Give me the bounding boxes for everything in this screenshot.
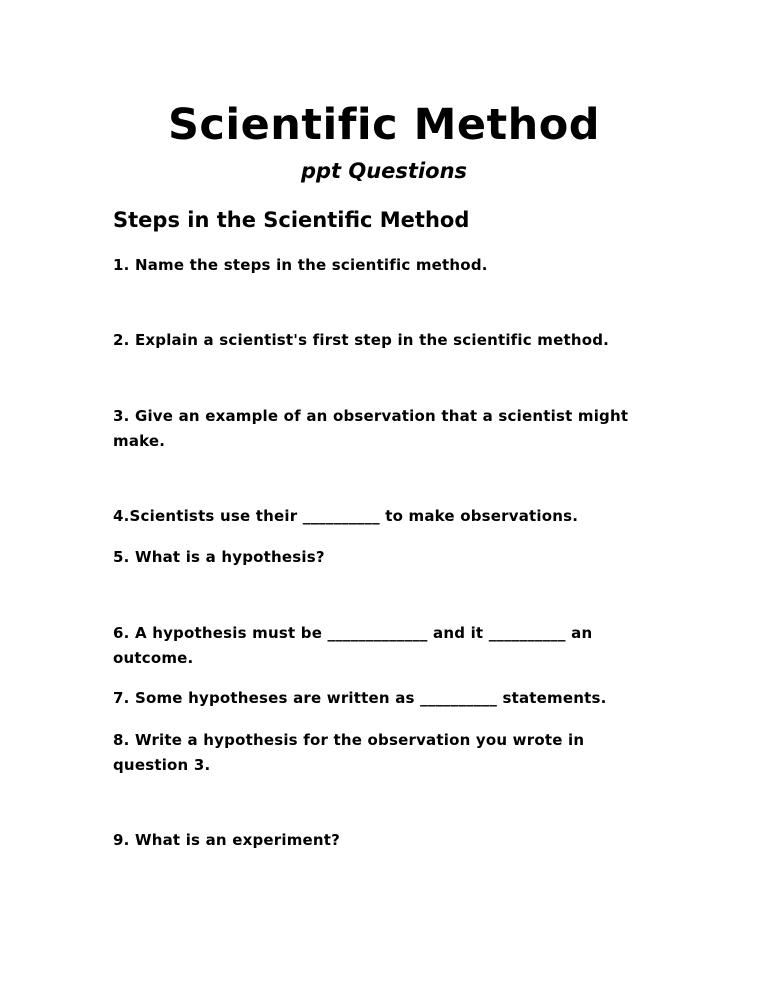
question-1: 1. Name the steps in the scientific method. [113, 256, 488, 274]
question-7: 7. Some hypotheses are written as __________ statements. [113, 689, 607, 707]
question-8: 8. Write a hypothesis for the observation you wrote in question 3. [113, 731, 585, 774]
question-3: 3. Give an example of an observation that a scientist might make. [113, 407, 629, 450]
section-heading: Steps in the Scientific Method [113, 208, 470, 232]
page-subtitle: ppt Questions [300, 159, 468, 183]
question-4: 4.Scientists use their __________ to make observations. [113, 507, 579, 525]
question-2: 2. Explain a scientist's first step in the scientific method. [113, 331, 610, 349]
question-6: 6. A hypothesis must be _____________ and it __________ an outcome. [113, 624, 593, 667]
page-title: Scientific Method [167, 100, 601, 150]
question-5: 5. What is a hypothesis? [113, 548, 325, 566]
question-9: 9. What is an experiment? [113, 831, 341, 849]
